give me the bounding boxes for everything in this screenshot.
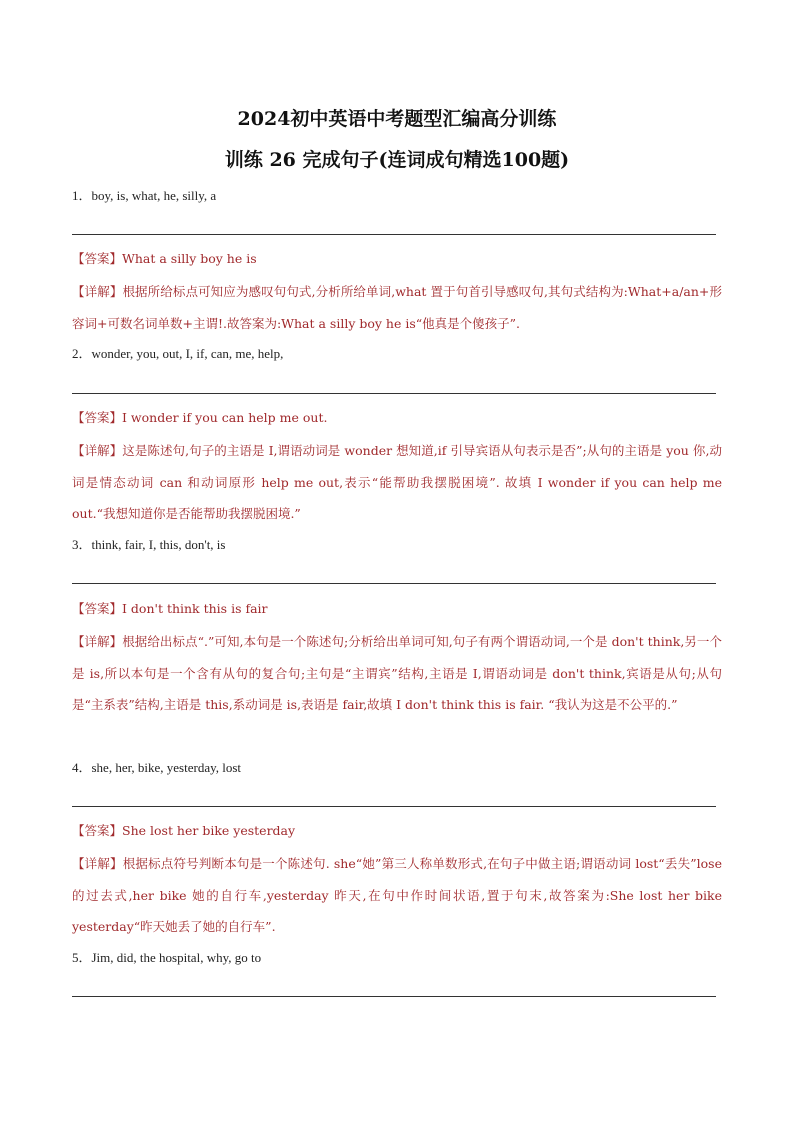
question-5-prompt: 5．Jim, did, the hospital, why, go to — [72, 950, 262, 965]
answer-text: What a silly boy he is — [122, 251, 257, 266]
answer-line-1 — [72, 234, 716, 235]
detail-2 — [72, 435, 722, 530]
answer-line-5 — [72, 996, 716, 997]
answer-label: 【答案】 — [72, 823, 123, 838]
question-3-prompt: 3．think, fair, I, this, don't, is — [72, 537, 226, 552]
answer-1 — [72, 250, 257, 268]
detail-1 — [72, 276, 722, 339]
answer-label: 【答案】 — [72, 410, 123, 425]
detail-text: 这是陈述句,句子的主语是 I,谓语动词是 wonder 想知道,if 引导宾语从句表示是否”;从句的主语是 you 你,动词是情态动词 can 和动词原形 help me out,表示“能帮助我摆脱困境”. 故填 I wonder if you can help me out.“我想知道你是否能帮助我摆脱困境.” — [72, 443, 722, 521]
answer-text: She lost her bike yesterday — [122, 823, 296, 838]
answer-line-3 — [72, 583, 716, 584]
answer-text: I wonder if you can help me out. — [122, 410, 328, 425]
detail-text: 根据给出标点“.”可知,本句是一个陈述句;分析给出单词可知,句子有两个谓语动词,一个是 don't think,另一个是 is,所以本句是一个含有从句的复合句;主句是“主谓宾”结构,主语是 I,谓语动词是 don't think,宾语是从句;从句是“主系表”结构,主语是 this,系动词是 is,表语是 fair,故填 I don't think this is fair. “我认为这是不公平的.” — [72, 634, 722, 712]
document-title: 2024初中英语中考题型汇编高分训练 — [237, 108, 557, 130]
answer-2 — [72, 409, 327, 427]
detail-4 — [72, 848, 722, 943]
document-subtitle: 训练 26 完成句子(连词成句精选100题) — [224, 149, 570, 171]
question-4-prompt: 4．she, her, bike, yesterday, lost — [72, 760, 242, 775]
detail-label: 【详解】 — [72, 634, 123, 649]
question-2-prompt: 2．wonder, you, out, I, if, can, me, help, — [72, 346, 284, 361]
detail-label: 【详解】 — [72, 856, 123, 871]
answer-line-2 — [72, 393, 716, 394]
detail-text: 根据标点符号判断本句是一个陈述句. she“她”第三人称单数形式,在句子中做主语;谓语动词 lost“丢失”lose 的过去式,her bike 她的自行车,yesterday 昨天,在句中作时间状语,置于句末,故答案为:She lost her bike yesterday“昨天她丢了她的自行车”. — [72, 856, 722, 934]
answer-4 — [72, 822, 295, 840]
detail-text: 根据所给标点可知应为感叹句句式,分析所给单词,what 置于句首引导感叹句,其句式结构为:What+a/an+形容词+可数名词单数+主谓!.故答案为:What a silly boy he is“他真是个傻孩子”. — [72, 284, 722, 331]
answer-text: I don't think this is fair — [122, 601, 268, 616]
detail-3 — [72, 626, 722, 721]
detail-label: 【详解】 — [72, 443, 123, 458]
answer-label: 【答案】 — [72, 251, 123, 266]
answer-label: 【答案】 — [72, 601, 123, 616]
answer-3 — [72, 600, 268, 618]
answer-line-4 — [72, 806, 716, 807]
detail-label: 【详解】 — [72, 284, 123, 299]
question-1-prompt: 1．boy, is, what, he, silly, a — [72, 188, 217, 203]
